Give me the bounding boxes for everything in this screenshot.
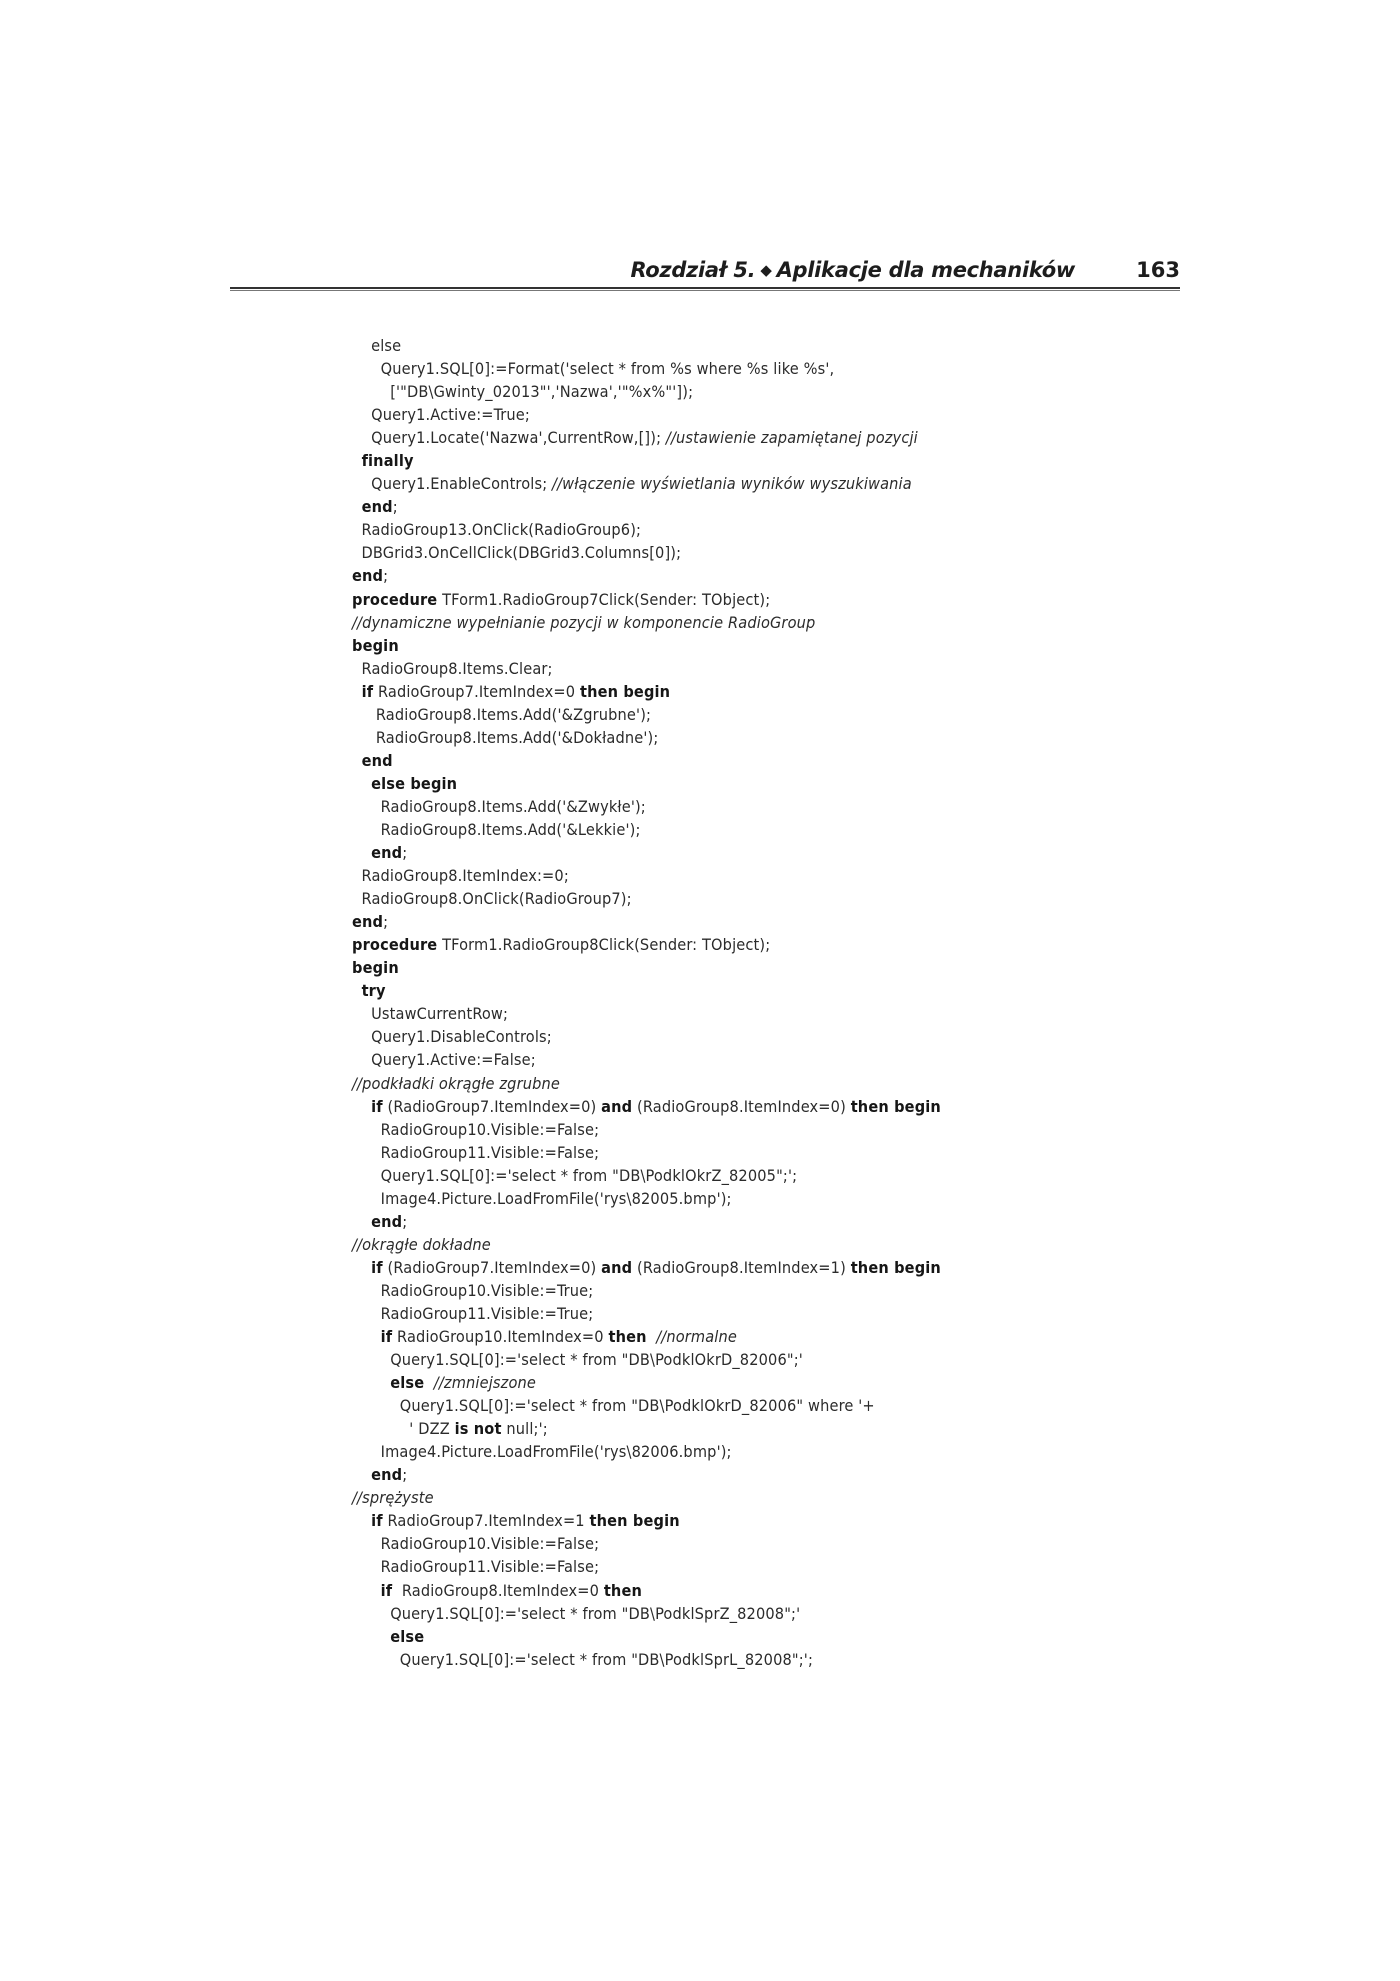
code-text (352, 1627, 390, 1646)
code-text (352, 843, 371, 862)
chapter-heading (630, 258, 1075, 282)
code-line (352, 1118, 1152, 1141)
code-text (352, 336, 371, 355)
code-text: (RadioGroup7.ItemIndex=0) (382, 1096, 602, 1116)
code-keyword: if (371, 1096, 383, 1116)
code-text: RadioGroup11.Visible:=False; (352, 1142, 600, 1162)
code-keyword: then begin (589, 1511, 680, 1531)
code-keyword: try (361, 981, 386, 1001)
code-keyword: begin (352, 635, 399, 655)
code-line (352, 403, 1152, 426)
code-text (352, 451, 362, 470)
code-text (352, 1373, 390, 1392)
code-keyword: if (371, 1257, 383, 1277)
code-text: ['"DB\Gwinty_02013"','Nazwa','"%x%"']); (352, 382, 694, 402)
code-text: RadioGroup11.Visible:=False; (352, 1557, 600, 1577)
code-line (352, 1302, 1152, 1325)
code-line (352, 1048, 1152, 1071)
code-line (352, 1625, 1152, 1648)
code-text (352, 497, 362, 516)
code-text: RadioGroup8.Items.Add('&Lekkie'); (352, 819, 641, 839)
code-line (352, 1463, 1152, 1486)
code-line (352, 1486, 1152, 1509)
code-text: Query1.Locate('Nazwa',CurrentRow,[]); (352, 428, 666, 448)
code-line (352, 449, 1152, 472)
code-line (352, 841, 1152, 864)
code-text (352, 1212, 371, 1231)
code-text: Query1.SQL[0]:='select * from "DB\PodklOkrD_82006";' (352, 1350, 803, 1370)
code-line (352, 703, 1152, 726)
code-line (352, 1371, 1152, 1394)
code-text: ; (392, 497, 398, 517)
code-text: ; (402, 1211, 408, 1231)
code-comment: //podkładki okrągłe zgrubne (352, 1073, 560, 1093)
running-header (230, 250, 1180, 290)
code-keyword: end (361, 750, 393, 770)
code-line (352, 910, 1152, 933)
code-text (352, 1097, 371, 1116)
code-line (352, 357, 1152, 380)
code-line (352, 1256, 1152, 1279)
code-line (352, 1579, 1152, 1602)
code-comment: //okrągłe dokładne (352, 1234, 491, 1254)
code-line (352, 1141, 1152, 1164)
code-keyword: then (608, 1327, 647, 1347)
code-line (352, 495, 1152, 518)
code-text (352, 1327, 381, 1346)
code-line (352, 818, 1152, 841)
code-text: ; (383, 912, 389, 932)
code-text: ' DZZ (352, 1419, 455, 1439)
chapter-number: Rozdział 5. (630, 258, 756, 282)
code-text: (RadioGroup8.ItemIndex=1) (632, 1257, 851, 1277)
page-number: 163 (1136, 258, 1180, 282)
code-text (647, 1327, 657, 1346)
code-keyword: end (371, 843, 403, 863)
code-text: Query1.SQL[0]:='select * from "DB\PodklOkrD_82006" where '+ (352, 1396, 875, 1416)
code-comment: //ustawienie zapamiętanej pozycji (665, 428, 918, 448)
code-line (352, 1325, 1152, 1348)
code-text: RadioGroup7.ItemIndex=0 (373, 681, 580, 701)
code-line (352, 772, 1152, 795)
code-line (352, 1164, 1152, 1187)
code-text: RadioGroup8.Items.Add('&Dokładne'); (352, 727, 659, 747)
code-line (352, 1233, 1152, 1256)
code-text: (RadioGroup7.ItemIndex=0) (382, 1257, 602, 1277)
code-line (352, 541, 1152, 564)
code-text: Query1.EnableControls; (352, 474, 553, 494)
code-comment: //zmniejszone (433, 1373, 537, 1393)
code-text: RadioGroup7.ItemIndex=1 (382, 1511, 590, 1531)
code-text: RadioGroup8.OnClick(RadioGroup7); (352, 889, 632, 909)
code-text: RadioGroup8.Items.Add('&Zwykłe'); (352, 796, 646, 816)
code-text: RadioGroup13.OnClick(RadioGroup6); (352, 520, 642, 540)
code-line (352, 1648, 1152, 1671)
code-text: ; (402, 1465, 408, 1485)
code-text (352, 682, 362, 701)
code-text: Query1.SQL[0]:='select * from "DB\PodklSprZ_82008";' (352, 1603, 801, 1623)
code-listing (352, 334, 1152, 1671)
code-line (352, 1025, 1152, 1048)
code-line (352, 380, 1152, 403)
code-text (352, 1581, 381, 1600)
code-text: Query1.SQL[0]:='select * from "DB\PodklSprL_82008";'; (352, 1649, 814, 1669)
code-text: Query1.SQL[0]:=Format('select * from %s where %s like %s', (352, 359, 835, 379)
code-keyword: else (390, 1373, 425, 1393)
code-text (352, 751, 362, 770)
code-line (352, 472, 1152, 495)
code-line (352, 1440, 1152, 1463)
code-text: RadioGroup8.Items.Add('&Zgrubne'); (352, 704, 652, 724)
code-keyword: if (371, 1511, 383, 1531)
code-keyword: else begin (371, 773, 458, 793)
code-text (352, 981, 362, 1000)
code-text: ; (383, 566, 389, 586)
code-text: RadioGroup8.ItemIndex=0 (392, 1580, 604, 1600)
code-text: ; (402, 843, 408, 863)
code-line (352, 334, 1152, 357)
code-line (352, 726, 1152, 749)
code-keyword: if (361, 681, 374, 701)
code-line (352, 1002, 1152, 1025)
code-line (352, 1348, 1152, 1371)
code-keyword: then (603, 1580, 642, 1600)
code-line (352, 634, 1152, 657)
code-line (352, 749, 1152, 772)
code-text: RadioGroup10.Visible:=False; (352, 1534, 600, 1554)
code-line (352, 979, 1152, 1002)
code-line (352, 1532, 1152, 1555)
code-line (352, 887, 1152, 910)
code-keyword: procedure (352, 589, 438, 609)
code-text: Query1.DisableControls; (352, 1027, 552, 1047)
diamond-separator-icon: ◆ (760, 261, 772, 279)
code-keyword: end (352, 566, 384, 586)
code-text: else (371, 336, 402, 355)
code-text: RadioGroup8.Items.Clear; (352, 658, 553, 678)
code-line (352, 1509, 1152, 1532)
code-keyword: and (601, 1096, 633, 1116)
code-keyword: then begin (579, 681, 671, 701)
header-rule (230, 287, 1180, 291)
code-text: Query1.Active:=True; (352, 405, 530, 425)
code-line (352, 1210, 1152, 1233)
code-keyword: then begin (850, 1096, 941, 1116)
code-comment: //włączenie wyświetlania wyników wyszukiwania (552, 474, 912, 494)
code-text: DBGrid3.OnCellClick(DBGrid3.Columns[0]); (352, 543, 682, 563)
code-text: Query1.Active:=False; (352, 1050, 536, 1070)
code-line (352, 933, 1152, 956)
code-line (352, 518, 1152, 541)
code-line (352, 1072, 1152, 1095)
code-text (424, 1373, 434, 1392)
code-text: RadioGroup8.ItemIndex:=0; (352, 866, 569, 886)
code-line (352, 564, 1152, 587)
code-keyword: end (352, 912, 384, 932)
code-text: Image4.Picture.LoadFromFile('rys\82006.bmp'); (352, 1442, 732, 1462)
chapter-title: Aplikacje dla mechaników (776, 258, 1075, 282)
code-keyword: is not (454, 1419, 502, 1439)
code-text: TForm1.RadioGroup7Click(Sender: TObject); (437, 589, 771, 609)
code-keyword: else (390, 1626, 425, 1646)
code-line (352, 1394, 1152, 1417)
code-line (352, 680, 1152, 703)
code-line (352, 426, 1152, 449)
code-comment: //normalne (656, 1327, 737, 1347)
code-comment: //dynamiczne wypełnianie pozycji w komponencie RadioGroup (352, 612, 816, 632)
code-keyword: end (371, 1211, 403, 1231)
code-keyword: then begin (850, 1257, 941, 1277)
code-text: RadioGroup10.ItemIndex=0 (392, 1327, 609, 1347)
code-keyword: if (380, 1327, 393, 1347)
code-text: UstawCurrentRow; (352, 1004, 509, 1024)
code-text (352, 1258, 371, 1277)
code-text: Image4.Picture.LoadFromFile('rys\82005.bmp'); (352, 1188, 732, 1208)
code-comment: //sprężyste (352, 1488, 434, 1508)
code-line (352, 1602, 1152, 1625)
code-line (352, 1095, 1152, 1118)
code-line (352, 795, 1152, 818)
code-line (352, 864, 1152, 887)
code-line (352, 956, 1152, 979)
code-text: RadioGroup10.Visible:=False; (352, 1119, 600, 1139)
code-line (352, 1187, 1152, 1210)
code-keyword: end (361, 497, 393, 517)
code-text: (RadioGroup8.ItemIndex=0) (632, 1096, 851, 1116)
code-keyword: procedure (352, 935, 438, 955)
code-keyword: if (380, 1580, 393, 1600)
code-text: TForm1.RadioGroup8Click(Sender: TObject); (437, 935, 771, 955)
code-keyword: and (601, 1257, 633, 1277)
code-text: null;'; (501, 1419, 548, 1439)
code-text (352, 1511, 371, 1530)
code-line (352, 1279, 1152, 1302)
code-text (352, 1465, 371, 1484)
code-line (352, 588, 1152, 611)
code-text: RadioGroup11.Visible:=True; (352, 1303, 594, 1323)
code-text: Query1.SQL[0]:='select * from "DB\PodklOkrZ_82005";'; (352, 1165, 798, 1185)
code-keyword: end (371, 1465, 403, 1485)
code-keyword: begin (352, 958, 399, 978)
code-text (352, 774, 371, 793)
code-text: RadioGroup10.Visible:=True; (352, 1280, 594, 1300)
code-keyword: finally (361, 451, 414, 471)
code-line (352, 657, 1152, 680)
code-line (352, 1417, 1152, 1440)
code-line (352, 611, 1152, 634)
code-line (352, 1555, 1152, 1578)
